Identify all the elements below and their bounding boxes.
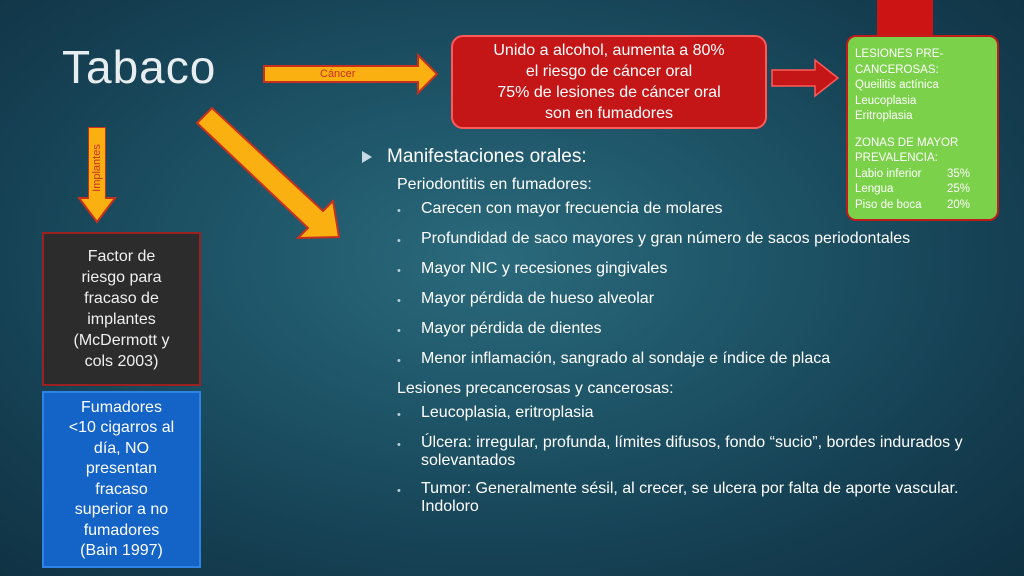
zone-pct: 25% — [947, 183, 971, 195]
list-item-text: Leucoplasia, eritroplasia — [421, 404, 594, 421]
zone-pct: 20% — [947, 198, 971, 211]
list-item — [397, 320, 982, 340]
list-item — [397, 200, 982, 220]
slide-title: Tabaco — [62, 41, 217, 93]
implant-risk-line: Factor de — [87, 248, 156, 265]
implants-arrow-label-box — [89, 128, 105, 208]
list-item — [397, 434, 982, 470]
cancer-info-box — [451, 35, 767, 129]
implant-risk-line: fracaso de — [84, 290, 159, 307]
smokers-line: Fumadores — [81, 398, 162, 416]
implant-risk-box — [42, 232, 201, 386]
precancer-title: CANCEROSAS: — [855, 63, 939, 76]
zone-name: Labio inferior — [855, 167, 922, 180]
list-item — [397, 404, 982, 424]
zones-title: PREVALENCIA: — [855, 152, 938, 164]
zone-pct: 35% — [947, 167, 971, 180]
diagonal-arrow — [197, 108, 339, 238]
bullet-dot-icon: • — [397, 265, 401, 277]
section-periodontitis-title: Periodontitis en fumadores: — [397, 176, 592, 193]
triangle-bullet-icon — [362, 151, 372, 163]
list-item-text: Carecen con mayor frecuencia de molares — [421, 200, 723, 217]
zone-name: Lengua — [855, 183, 894, 195]
precancer-item: Queilitis actínica — [855, 79, 939, 91]
list-item-text: Mayor pérdida de hueso alveolar — [421, 290, 655, 307]
precancer-item: Eritroplasia — [855, 110, 913, 122]
precancer-title: LESIONES PRE- — [855, 48, 944, 60]
bullet-dot-icon: • — [397, 205, 401, 217]
smokers-line: (Bain 1997) — [80, 542, 163, 559]
cancer-info-line: 75% de lesiones de cáncer oral — [497, 84, 721, 101]
oral-manifestations-content — [362, 146, 982, 526]
cancer-info-line: son en fumadores — [544, 105, 674, 122]
list-item — [397, 350, 982, 370]
list-item — [397, 290, 982, 310]
list-item — [397, 480, 982, 516]
implant-risk-line: implantes — [87, 311, 156, 328]
cancer-info-line: el riesgo de cáncer oral — [525, 63, 693, 80]
bullet-dot-icon: • — [397, 355, 401, 367]
bullet-dot-icon: • — [397, 325, 401, 337]
bullet-dot-icon: • — [397, 439, 401, 451]
smokers-box — [42, 391, 201, 568]
list-item — [397, 260, 982, 280]
cancer-info-line: Unido a alcohol, aumenta a 80% — [493, 42, 725, 59]
list-item-text: Profundidad de saco mayores y gran número de sacos periodontales — [421, 230, 911, 247]
main-bullet-text: Manifestaciones orales: — [387, 146, 587, 167]
bullet-dot-icon: • — [397, 235, 401, 247]
list-item-text: Úlcera: irregular, profunda, límites difusos, fondo “sucio”, bordes indurados y solevantados — [421, 434, 963, 469]
smokers-line: <10 cigarros al — [68, 419, 175, 436]
section-lesions-title: Lesiones precancerosas y cancerosas: — [397, 380, 674, 397]
implant-risk-line: (McDermott y — [73, 332, 170, 349]
list-item-text: Mayor pérdida de dientes — [421, 320, 602, 337]
list-item-text: Menor inflamación, sangrado al sondaje e índice de placa — [421, 350, 831, 367]
smokers-line: fumadores — [83, 521, 160, 539]
smokers-line: día, NO — [93, 439, 150, 457]
bullet-dot-icon: • — [397, 409, 401, 421]
precancer-arrow — [772, 60, 838, 96]
zone-name: Piso de boca — [855, 198, 922, 211]
bullet-dot-icon: • — [397, 485, 401, 497]
precancer-item: Leucoplasia — [855, 94, 917, 107]
zones-title: ZONAS DE MAYOR — [855, 136, 959, 149]
implant-risk-line: cols 2003) — [84, 353, 159, 370]
bullet-dot-icon: • — [397, 295, 401, 307]
smokers-line: presentan — [85, 460, 158, 477]
smokers-line: fracaso — [95, 480, 148, 498]
list-item-text: Mayor NIC y recesiones gingivales — [421, 260, 668, 277]
implants-arrow-label: Implantes — [91, 144, 104, 192]
implant-risk-line: riesgo para — [81, 269, 162, 286]
cancer-arrow-label: Cáncer — [320, 68, 356, 80]
list-item-text: Tumor: Generalmente sésil, al crecer, se ulcera por falta de aporte vascular. Indoloro — [421, 480, 959, 515]
main-bullet — [362, 146, 982, 168]
list-item — [397, 230, 982, 250]
smokers-line: superior a no — [74, 501, 169, 518]
